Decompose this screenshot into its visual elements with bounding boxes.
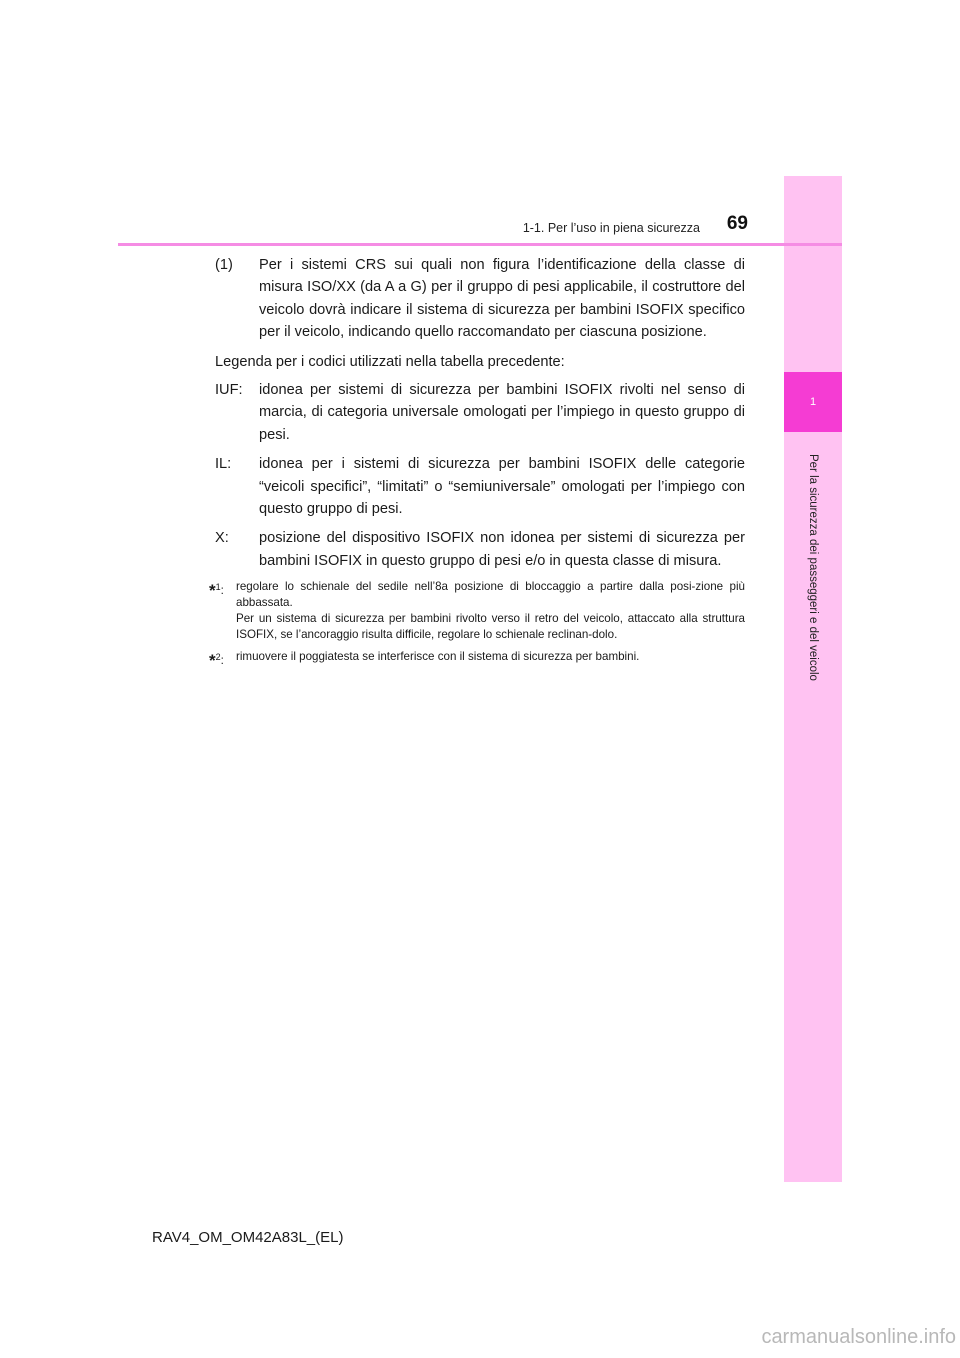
footnote-paragraph: regolare lo schienale del sedile nell’8a posizione di bloccaggio a partire dalla posi-zione più abbassata. bbox=[236, 580, 745, 610]
legend-code: IUF: bbox=[215, 382, 243, 399]
manual-code: RAV4_OM_OM42A83L_(EL) bbox=[152, 1229, 344, 1246]
chapter-number-tab bbox=[784, 372, 842, 432]
watermark: carmanualsonline.info bbox=[761, 1326, 956, 1348]
legend-intro: Legenda per i codici utilizzati nella tabella precedente: bbox=[215, 353, 565, 370]
footnote-paragraph: Per un sistema di sicurezza per bambini rivolto verso il retro del veicolo, attaccato alla struttura ISOFIX, se l’ancoraggio risulta difficile, regolare lo schienale reclinan-dolo. bbox=[236, 612, 745, 642]
page-content bbox=[209, 254, 745, 671]
chapter-title-tab bbox=[781, 438, 845, 696]
footnote-separator: : bbox=[220, 584, 224, 598]
footnote-text bbox=[236, 649, 745, 669]
chapter-number: 1 bbox=[809, 396, 817, 408]
legend-item-il bbox=[215, 453, 745, 520]
legend-item-x bbox=[215, 527, 745, 572]
footnote-star: * bbox=[209, 581, 216, 601]
item-label: (1) bbox=[215, 257, 233, 273]
legend-text: idonea per i sistemi di sicurezza per bambini ISOFIX delle categorie “veicoli specifici”, “limitati” o “semiuniversale” omologati per l’impiego con questo gruppo di pesi. bbox=[259, 456, 745, 518]
numbered-item bbox=[215, 254, 745, 344]
footnote-star: * bbox=[209, 651, 216, 671]
header-rule bbox=[118, 243, 842, 246]
footnote-number: 2 bbox=[215, 652, 221, 663]
legend-code: IL: bbox=[215, 456, 232, 473]
legend-text: idonea per sistemi di sicurezza per bambini ISOFIX rivolti nel senso di marcia, di categoria universale omologati per l’impiego in questo gruppo di pesi. bbox=[259, 382, 745, 443]
footnote-paragraph: rimuovere il poggiatesta se interferisce con il sistema di sicurezza per bambini. bbox=[236, 650, 640, 664]
item-text: Per i sistemi CRS sui quali non figura l’identificazione della classe di misura ISO/XX (da A a G) per il gruppo di pesi applicabile, il costruttore del veicolo dovrà indicare il sistema di sicurezza per bambini ISOFIX specifico per il veicolo, indicando quello raccomandato per ciascuna posizione. bbox=[259, 257, 745, 341]
section-title: 1-1. Per l’uso in piena sicurezza bbox=[522, 221, 700, 235]
chapter-title: Per la sicurezza dei passeggeri e del veicolo bbox=[807, 453, 819, 681]
legend-text: posizione del dispositivo ISOFIX non idonea per sistemi di sicurezza per bambini ISOFIX in questo gruppo di pesi e/o in questa classe di misura. bbox=[259, 530, 745, 569]
page-number: 69 bbox=[726, 213, 748, 234]
legend-item-iuf bbox=[215, 379, 745, 446]
footnote-marker bbox=[209, 579, 236, 643]
footnote-2 bbox=[209, 649, 745, 669]
footnote-marker bbox=[209, 649, 236, 669]
footnote-separator: : bbox=[220, 654, 224, 668]
footnote-1 bbox=[209, 579, 745, 643]
legend-code: X: bbox=[215, 530, 229, 547]
footnote-number: 1 bbox=[215, 582, 221, 593]
footnote-text bbox=[236, 579, 745, 643]
